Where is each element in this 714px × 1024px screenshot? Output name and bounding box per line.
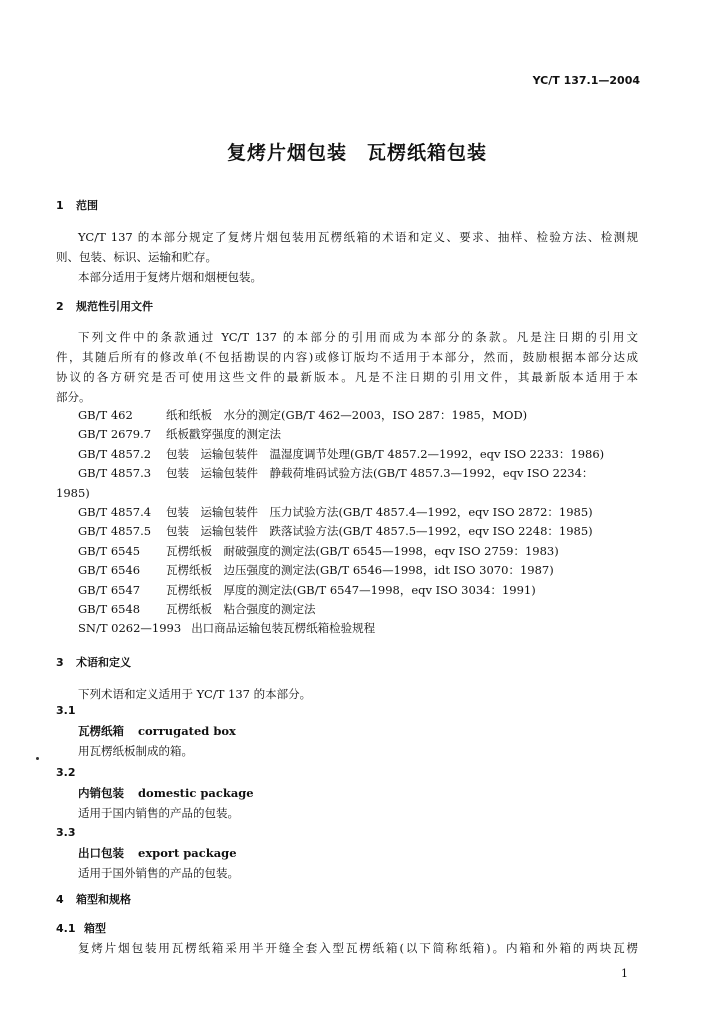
- standard-code: YC/T 137.1—2004: [532, 74, 640, 87]
- reference-title: 纸板戳穿强度的测定法: [166, 427, 281, 442]
- scan-speck: [36, 757, 39, 760]
- reference-item: [78, 583, 536, 597]
- reference-code: GB/T 2679.7: [78, 427, 152, 442]
- term-chinese: 瓦楞纸箱: [78, 724, 124, 738]
- section-title: 规范性引用文件: [76, 300, 153, 313]
- section-2-paragraph-line: 下列文件中的条款通过 YC/T 137 的本部分的引用而成为本部分的条款。凡是注日期的引用文: [78, 330, 638, 344]
- reference-code: GB/T 4857.4: [78, 505, 152, 519]
- reference-item: [78, 621, 375, 635]
- reference-code: GB/T 4857.5: [78, 524, 152, 539]
- section-1-heading: [56, 199, 98, 213]
- section-title: 术语和定义: [76, 656, 131, 669]
- reference-title: 包装 运输包装件 温湿度调节处理(GB/T 4857.2—1992，eqv ISO 2233：1986): [166, 446, 605, 461]
- reference-title: 出口商品运输包装瓦楞纸箱检验规程: [191, 621, 376, 636]
- reference-code: GB/T 462: [78, 408, 133, 422]
- reference-item: [78, 524, 593, 538]
- reference-title: 瓦楞纸板 厚度的测定法(GB/T 6547—1998，eqv ISO 3034：1991): [166, 582, 536, 597]
- reference-code: GB/T 6546: [78, 563, 141, 578]
- section-3-heading: [56, 656, 131, 670]
- term-name: [78, 846, 237, 860]
- section-2-paragraph-line: 件，其随后所有的修改单(不包括勘误的内容)或修订版均不适用于本部分，然而，鼓励根据本部分达成: [56, 350, 638, 364]
- section-4-paragraph-line: 复烤片烟包装用瓦楞纸箱采用半开缝全套入型瓦楞纸箱(以下简称纸箱)。内箱和外箱的两块瓦楞: [78, 941, 638, 955]
- term-name: [78, 724, 236, 738]
- reference-code: GB/T 4857.3: [78, 466, 152, 481]
- term-definition: 适用于国内销售的产品的包装。: [78, 806, 239, 820]
- section-title: 范围: [76, 199, 98, 212]
- section-1-paragraph: 本部分适用于复烤片烟和烟梗包装。: [78, 270, 262, 284]
- term-number: 3.1: [56, 704, 76, 717]
- reference-code: SN/T 0262—1993: [78, 621, 182, 636]
- term-chinese: 出口包装: [78, 846, 124, 860]
- document-title: 复烤片烟包装 瓦楞纸箱包装: [226, 142, 487, 164]
- term-english: corrugated box: [138, 724, 236, 738]
- subsection-number: 4.1: [56, 922, 76, 935]
- subsection-4-1-heading: [56, 922, 106, 936]
- reference-code: GB/T 6545: [78, 543, 141, 558]
- reference-title: 包装 运输包装件 静载荷堆码试验方法(GB/T 4857.3—1992，eqv ISO 2234：: [166, 466, 594, 481]
- section-3-intro: 下列术语和定义适用于 YC/T 137 的本部分。: [78, 687, 312, 701]
- reference-title: 瓦楞纸板 边压强度的测定法(GB/T 6546—1998，idt ISO 3070：1987): [166, 563, 554, 578]
- section-2-paragraph-line: 协议的各方研究是否可使用这些文件的最新版本。凡是不注日期的引用文件，其最新版本适用于本: [56, 370, 638, 384]
- reference-item: [78, 602, 316, 616]
- section-number: 1: [56, 199, 64, 212]
- reference-item: [78, 563, 554, 577]
- reference-item: [78, 466, 593, 480]
- section-number: 4: [56, 893, 64, 906]
- reference-item: [78, 408, 527, 422]
- reference-item: [78, 544, 559, 558]
- term-number: 3.2: [56, 766, 76, 779]
- section-2-paragraph-line: 部分。: [56, 390, 91, 404]
- section-1-paragraph-line: 则、包装、标识、运输和贮存。: [56, 250, 217, 264]
- term-english: domestic package: [138, 786, 254, 800]
- reference-code: GB/T 6547: [78, 582, 141, 597]
- reference-item: [78, 427, 281, 441]
- reference-code: GB/T 6548: [78, 602, 141, 616]
- section-number: 2: [56, 300, 64, 313]
- term-name: [78, 786, 254, 800]
- reference-item: [78, 505, 593, 519]
- page-number: 1: [621, 967, 628, 980]
- reference-title: 瓦楞纸板 耐破强度的测定法(GB/T 6545—1998，eqv ISO 2759：1983): [166, 543, 559, 558]
- term-number: 3.3: [56, 826, 76, 839]
- reference-title: 纸和纸板 水分的测定(GB/T 462—2003，ISO 287：1985，MOD): [166, 408, 528, 422]
- reference-title: 包装 运输包装件 压力试验方法(GB/T 4857.4—1992，eqv ISO 2872：1985): [166, 505, 593, 519]
- reference-title: 包装 运输包装件 跌落试验方法(GB/T 4857.5—1992，eqv ISO 2248：1985): [166, 524, 593, 539]
- section-1-paragraph-line: YC/T 137 的本部分规定了复烤片烟包装用瓦楞纸箱的术语和定义、要求、抽样、检验方法、检测规: [78, 230, 638, 244]
- section-title: 箱型和规格: [76, 893, 131, 906]
- reference-title: 瓦楞纸板 粘合强度的测定法: [166, 602, 316, 616]
- term-chinese: 内销包装: [78, 786, 124, 800]
- term-definition: 用瓦楞纸板制成的箱。: [78, 744, 193, 758]
- term-definition: 适用于国外销售的产品的包装。: [78, 866, 239, 880]
- section-4-heading: [56, 893, 131, 907]
- section-2-heading: [56, 300, 153, 314]
- subsection-title: 箱型: [84, 922, 106, 935]
- reference-item: [78, 447, 604, 461]
- reference-item: [56, 486, 90, 500]
- term-english: export package: [138, 846, 237, 860]
- section-number: 3: [56, 656, 64, 669]
- reference-title: 1985): [56, 485, 90, 500]
- reference-code: GB/T 4857.2: [78, 446, 152, 461]
